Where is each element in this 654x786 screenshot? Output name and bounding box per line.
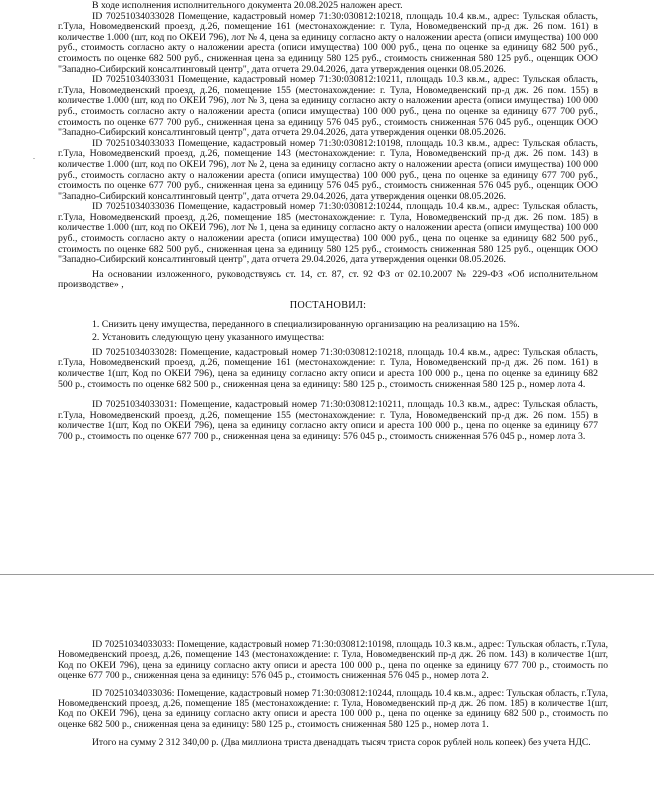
price-entry-lot-1: ID 70251034033036: Помещение, кадастровый номер 71:30:030812:10244, площадь 10.4 кв.м., адрес: Тульская область, г.Тула, Новомедвенский проезд, д.26, помещение 185 (местонахождение: г. Тула, Новомедвенский пр-д дж. 26 пом. 185) в количестве 1(шт, Код по ОКЕИ 796), цена за единицу согласно акту описи и ареста 100 000 р., цена по оценке за единицу 682 500 р., стоимость по оценке 682 500 р., сниженная цена за единицу: 580 125 р., стоимость сниженная 580 125 р., номер лота 1. (58, 687, 608, 730)
order-item-2: 2. Установить следующую цену указанного имущества: (92, 332, 325, 344)
price-entry-lot-4: ID 70251034033028: Помещение, кадастровый номер 71:30:030812:10218, площадь 10.4 кв.м., адрес: Тульская область, г.Тула, Новомедвенский проезд, д.26, помещение 161 (местонахождение: г. Тула, Новомедвенский пр-д дж. 26 пом. 161) в количестве 1(шт, Код по ОКЕИ 796), цена за единицу согласно акту описи и ареста 100 000 р., цена по оценке за единицу 682 500 р., стоимость по оценке 682 500 р., сниженная цена за единицу: 580 125 р., стоимость сниженная 580 125 р., номер лота 4. (58, 346, 598, 390)
margin-mark: . (33, 152, 35, 161)
legal-basis: На основании изложенного, руководствуясь ст. 14, ст. 87, ст. 92 ФЗ от 02.10.2007 № 229-ФЗ «Об исполнительном производстве» , (58, 268, 598, 291)
price-entry-lot-3: ID 70251034033031: Помещение, кадастровый номер 71:30:030812:10211, площадь 10.3 кв.м., адрес: Тульская область, г.Тула, Новомедвенский проезд, д.26, помещение 155 (местонахождение: г. Тула, Новомедвенский пр-д дж. 26 пом. 155) в количестве 1(шт, Код по ОКЕИ 796), цена за единицу согласно акту описи и ареста 100 000 р., цена по оценке за единицу 677 700 р., стоимость по оценке 677 700 р., сниженная цена за единицу: 576 045 р., стоимость сниженная 576 045 р., номер лота 3. (58, 399, 598, 442)
lot-description-1: ID 70251034033036 Помещение, кадастровый номер 71:30:030812:10244, площадь 10.4 кв.м., адрес: Тульская область, г.Тула, Новомедвенский проезд, д.26, помещение 185 (местонахождение: г. Тула, Новомедвенский пр-д дж. 26 пом. 185) в количестве 1.000 (шт, код по ОКЕИ 796), лот № 1, цена за единицу согласно акту о наложении ареста (описи имущества) 100 000 руб., стоимость согласно акту о наложении ареста (описи имущества) 100 000 руб., цена по оценке за единицу 682 500 руб., стоимость по оценке 682 500 руб., сниженная цена за единицу 580 125 руб., стоимость сниженная 580 125 руб., оценщик ООО "Западно-Сибирский консалтинговый центр", дата отчета 29.04.2026, дата утверждения оценки 08.05.2026. (58, 201, 598, 266)
price-entry-lot-2: ID 70251034033033: Помещение, кадастровый номер 71:30:030812:10198, площадь 10.3 кв.м., адрес: Тульская область, г.Тула, Новомедвенский проезд, д.26, помещение 143 (местонахождение: г. Тула, Новомедвенский пр-д дж. 26 пом. 143) в количестве 1(шт, Код по ОКЕИ 796), цена за единицу согласно акту описи и ареста 100 000 р., цена по оценке за единицу 677 700 р., стоимость по оценке 677 700 р., сниженная цена за единицу: 576 045 р., стоимость сниженная 576 045 р., номер лота 2. (58, 639, 608, 682)
arrest-intro: В ходе исполнения исполнительного документа 20.08.2025 наложен арест. (92, 0, 403, 11)
lot-description-3: ID 70251034033031 Помещение, кадастровый номер 71:30:030812:10211, площадь 10.3 кв.м., адрес: Тульская область, г.Тула, Новомедвенский проезд, д.26, помещение 155 (местонахождение: г. Тула, Новомедвенский пр-д дж. 26 пом. 155) в количестве 1.000 (шт, код по ОКЕИ 796), лот № 3, цена за единицу согласно акту о наложении ареста (описи имущества) 100 000 руб., стоимость согласно акту о наложении ареста (описи имущества) 100 000 руб., цена по оценке за единицу 677 700 руб., стоимость по оценке 677 700 руб., сниженная цена за единицу 576 045 руб., стоимость сниженная 576 045 руб., оценщик ООО "Западно-Сибирский консалтинговый центр", дата отчета 29.04.2026, дата утверждения оценки 08.05.2026. (58, 74, 598, 139)
page-separator (0, 574, 654, 575)
document-page-bottom (0, 580, 654, 786)
order-item-1: 1. Снизить цену имущества, переданного в специализированную организацию на реализацию на 15%. (92, 318, 520, 330)
page-bottom-text (58, 640, 608, 749)
resolution-heading: ПОСТАНОВИЛ: (289, 300, 367, 312)
page-top-text (58, 1, 598, 443)
lot-description-2: ID 70251034033033 Помещение, кадастровый номер 71:30:030812:10198, площадь 10.3 кв.м., адрес: Тульская область, г.Тула, Новомедвенский проезд, д.26, помещение 143 (местонахождение: г. Тула, Новомедвенский пр-д дж. 26 пом. 143) в количестве 1.000 (шт, код по ОКЕИ 796), лот № 2, цена за единицу согласно акту о наложении ареста (описи имущества) 100 000 руб., стоимость согласно акту о наложении ареста (описи имущества) 100 000 руб., цена по оценке за единицу 677 700 руб., стоимость по оценке 677 700 руб., сниженная цена за единицу 576 045 руб., стоимость сниженная 576 045 руб., оценщик ООО "Западно-Сибирский консалтинговый центр", дата отчета 29.04.2026, дата утверждения оценки 08.05.2026. (58, 137, 598, 202)
total-amount: Итого на сумму 2 312 340,00 р. (Два миллиона триста двенадцать тысяч триста сорок рублей ноль копеек) без учета НДС. (92, 737, 591, 749)
lot-description-4: ID 70251034033028 Помещение, кадастровый номер 71:30:030812:10218, площадь 10.4 кв.м., адрес: Тульская область, г.Тула, Новомедвенский проезд, д.26, помещение 161 (местонахождение: г. Тула, Новомедвенский пр-д дж. 26 пом. 161) в количестве 1.000 (шт, код по ОКЕИ 796), лот № 4, цена за единицу согласно акту о наложении ареста (описи имущества) 100 000 руб., стоимость согласно акту о наложении ареста (описи имущества) 100 000 руб., цена по оценке за единицу 682 500 руб., стоимость по оценке 682 500 руб., сниженная цена за единицу 580 125 руб., стоимость сниженная 580 125 руб., оценщик ООО "Западно-Сибирский консалтинговый центр", дата отчета 29.04.2026, дата утверждения оценки 08.05.2026. (58, 10, 598, 75)
